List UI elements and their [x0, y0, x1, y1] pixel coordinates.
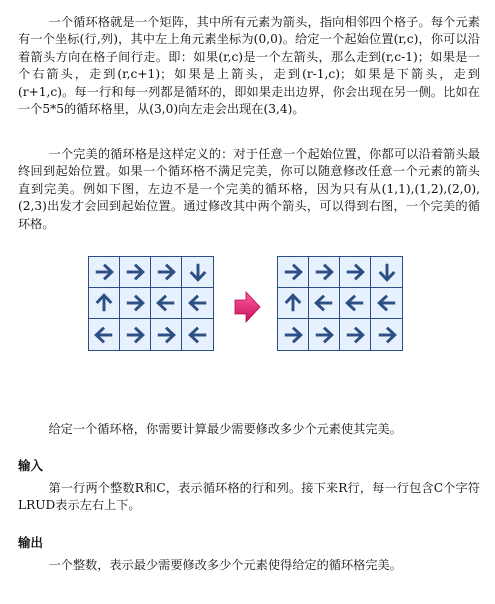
right-arrow-icon: [124, 261, 146, 283]
input-heading: 输入: [18, 458, 44, 473]
grid-cell: [278, 288, 309, 319]
right-arrow-icon: [313, 324, 335, 346]
perfect-grid-definition-paragraph: 一个完美的循环格是这样定义的：对于任意一个起始位置，你都可以沿着箭头最终回到起始位置。如果一个循环格不满足完美，你可以随意修改任意一个元素的箭头直到完美。例如下图，左边不是一个完美的循环格，因为只有从(1,1),(1,2),(2,0),(2,3)出发才会回到起始位置。通过修改其中两个箭头，可以得到右图，一个完美的循环格。: [18, 147, 480, 231]
grid-cell: [278, 257, 309, 288]
grid-cell: [278, 319, 309, 350]
left-arrow-icon: [344, 292, 366, 314]
transform-arrow-icon: [233, 290, 261, 324]
task-paragraph: 给定一个循环格，你需要计算最少需要修改多少个元素使其完美。: [48, 422, 402, 436]
grid-cell: [151, 319, 182, 350]
left-arrow-icon: [187, 324, 209, 346]
grid-cell: [371, 288, 402, 319]
grid-cell: [89, 257, 120, 288]
grid-cell: [89, 319, 120, 350]
grid-cell: [309, 257, 340, 288]
grid-cell: [182, 319, 213, 350]
right-arrow-icon: [93, 261, 115, 283]
right-arrow-icon: [124, 292, 146, 314]
intro-paragraph: 一个循环格就是一个矩阵，其中所有元素为箭头，指向相邻四个格子。每个元素有一个坐标(行,列)，其中左上角元素坐标为(0,0)。给定一个起始位置(r,c)，你可以沿着箭头方向在格子间行走。即：如果(r,c)是一个左箭头，那么走到(r,c-1)；如果是一个右箭头，走到(r,c+1)；如果是上箭头，走到(r-1,c)；如果是下箭头，走到(r+1,c)。每一行和每一列都是循环的，即如果走出边界，你会出现在另一侧。比如在一个5*5的循环格里，从(3,0)向左走会出现在(3,4)。: [18, 15, 480, 117]
right-arrow-icon: [344, 261, 366, 283]
grid-cell: [89, 288, 120, 319]
grid-cell: [340, 319, 371, 350]
grid-cell: [371, 257, 402, 288]
grid-cell: [120, 319, 151, 350]
grid-cell: [182, 288, 213, 319]
down-arrow-icon: [376, 261, 398, 283]
grid-cell: [340, 257, 371, 288]
grid-cell: [309, 319, 340, 350]
output-description-paragraph: 一个整数，表示最少需要修改多少个元素使得给定的循环格完美。: [48, 558, 402, 572]
grid-cell: [151, 288, 182, 319]
right-arrow-icon: [313, 261, 335, 283]
left-arrow-icon: [313, 292, 335, 314]
grid-cell: [182, 257, 213, 288]
right-arrow-icon: [282, 261, 304, 283]
grid-cell: [340, 288, 371, 319]
original-grid-figure: [88, 256, 214, 351]
left-arrow-icon: [155, 292, 177, 314]
grid-cell: [120, 257, 151, 288]
up-arrow-icon: [282, 292, 304, 314]
output-heading: 输出: [18, 535, 44, 550]
input-description-paragraph: 第一行两个整数R和C，表示循环格的行和列。接下来R行，每一行包含C个字符LRUD表示左右上下。: [18, 481, 480, 513]
left-arrow-icon: [187, 292, 209, 314]
down-arrow-icon: [187, 261, 209, 283]
grid-cell: [151, 257, 182, 288]
right-arrow-icon: [282, 324, 304, 346]
right-arrow-icon: [344, 324, 366, 346]
right-arrow-icon: [155, 261, 177, 283]
left-arrow-icon: [376, 292, 398, 314]
right-arrow-icon: [376, 324, 398, 346]
left-arrow-icon: [93, 324, 115, 346]
grid-cell: [309, 288, 340, 319]
grid-cell: [371, 319, 402, 350]
perfect-grid-figure: [277, 256, 403, 351]
grid-cell: [120, 288, 151, 319]
up-arrow-icon: [93, 292, 115, 314]
right-arrow-icon: [124, 324, 146, 346]
right-arrow-icon: [155, 324, 177, 346]
